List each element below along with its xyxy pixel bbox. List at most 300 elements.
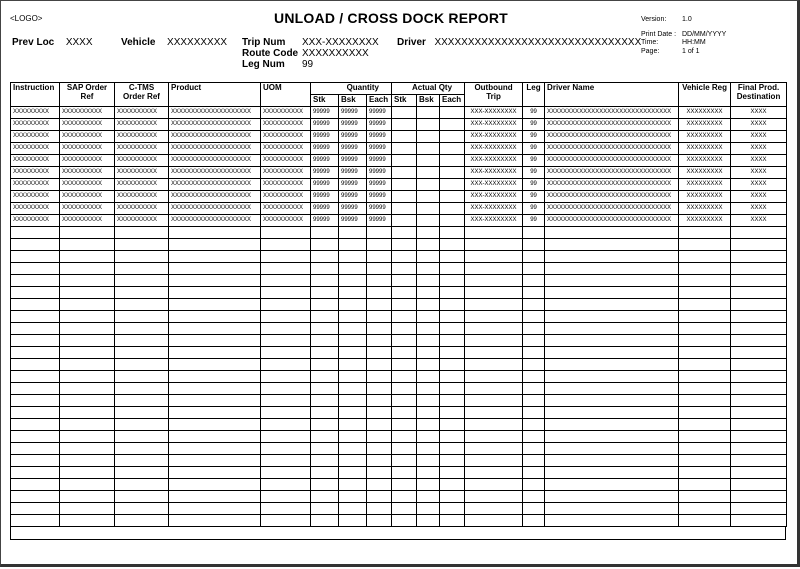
table-cell: 99999: [311, 131, 339, 143]
table-cell: [465, 419, 523, 431]
table-cell: [115, 347, 169, 359]
table-cell: [392, 419, 417, 431]
table-cell: [392, 143, 417, 155]
table-cell: [115, 263, 169, 275]
table-cell: [115, 467, 169, 479]
table-cell: [465, 515, 523, 527]
table-cell: [339, 347, 367, 359]
table-cell: [311, 515, 339, 527]
table-cell: [465, 347, 523, 359]
table-cell: XXXXXXXXX: [11, 119, 60, 131]
table-cell: [115, 371, 169, 383]
table-cell: [679, 491, 731, 503]
table-cell: [60, 287, 115, 299]
table-cell: [261, 275, 311, 287]
table-cell: XXX-XXXXXXXX: [465, 179, 523, 191]
table-cell: XXXX: [731, 131, 787, 143]
time-block: [641, 38, 761, 47]
table-cell: XXXXXXXXX: [11, 131, 60, 143]
table-cell: XXX-XXXXXXXX: [465, 191, 523, 203]
table-cell: [11, 419, 60, 431]
table-cell: [339, 503, 367, 515]
table-cell: [261, 239, 311, 251]
table-cell: 99999: [339, 215, 367, 227]
table-cell: [115, 479, 169, 491]
table-cell: [339, 431, 367, 443]
vehicle-label: Vehicle: [121, 37, 156, 48]
report-title: UNLOAD / CROSS DOCK REPORT: [274, 10, 508, 26]
col-header-final-prod-destination: Final Prod. Destination: [731, 83, 787, 107]
table-cell: [60, 335, 115, 347]
table-cell: XXXXXXXXXXXXXXXXXXXX: [169, 131, 261, 143]
table-cell: 99999: [367, 215, 392, 227]
table-cell: 99: [523, 203, 545, 215]
empty-table-row: [11, 395, 787, 407]
table-cell: 99999: [311, 203, 339, 215]
table-cell: [311, 479, 339, 491]
table-cell: [169, 395, 261, 407]
print-date-value: DD/MM/YYYY: [682, 31, 727, 38]
table-cell: [11, 467, 60, 479]
table-cell: [523, 311, 545, 323]
table-cell: [417, 119, 440, 131]
table-cell: [417, 395, 440, 407]
col-header-qty-stk: Stk: [311, 95, 339, 107]
table-cell: [465, 407, 523, 419]
table-cell: XXXXXXXXXX: [60, 107, 115, 119]
report-table: [10, 82, 787, 527]
table-cell: [261, 299, 311, 311]
table-cell: [392, 443, 417, 455]
table-cell: XXXX: [731, 167, 787, 179]
table-cell: [169, 443, 261, 455]
table-cell: [169, 359, 261, 371]
table-cell: [60, 491, 115, 503]
table-cell: 99999: [339, 107, 367, 119]
table-cell: [60, 479, 115, 491]
table-cell: [367, 479, 392, 491]
table-cell: [115, 443, 169, 455]
table-cell: 99999: [367, 119, 392, 131]
table-cell: [169, 455, 261, 467]
table-cell: [169, 311, 261, 323]
table-cell: [339, 407, 367, 419]
table-cell: [11, 335, 60, 347]
empty-table-row: [11, 383, 787, 395]
table-cell: [679, 287, 731, 299]
table-cell: [417, 299, 440, 311]
table-cell: [169, 419, 261, 431]
table-cell: XXXXXXXXXXXXXXXXXXXX: [169, 167, 261, 179]
table-cell: [339, 467, 367, 479]
table-row: [11, 119, 787, 131]
table-cell: [339, 227, 367, 239]
table-cell: [339, 251, 367, 263]
empty-table-row: [11, 239, 787, 251]
table-cell: XXXXXXXXX: [679, 143, 731, 155]
logo-placeholder: <LOGO>: [10, 14, 43, 23]
prev-loc-label: Prev Loc: [12, 37, 55, 48]
table-cell: XXXX: [731, 203, 787, 215]
table-cell: [731, 443, 787, 455]
table-cell: XXXXXXXXXX: [115, 131, 169, 143]
table-cell: [545, 407, 679, 419]
table-cell: [169, 287, 261, 299]
table-cell: [311, 503, 339, 515]
table-cell: XXXXXXXXXX: [60, 131, 115, 143]
table-cell: 99999: [367, 191, 392, 203]
table-cell: [679, 311, 731, 323]
table-cell: [545, 419, 679, 431]
table-cell: 99: [523, 215, 545, 227]
table-cell: [339, 275, 367, 287]
table-cell: [392, 119, 417, 131]
table-cell: [465, 299, 523, 311]
table-cell: XXXXXXXXXX: [115, 203, 169, 215]
table-cell: XXXXXXXXX: [11, 107, 60, 119]
table-row: [11, 143, 787, 155]
table-cell: [367, 359, 392, 371]
table-cell: [465, 359, 523, 371]
table-cell: [523, 443, 545, 455]
table-cell: XXXXXXXXXXXXXXXXXXXXXXXXXXXXXXX: [545, 155, 679, 167]
table-cell: [731, 467, 787, 479]
table-cell: XXXXXXXXX: [679, 107, 731, 119]
table-cell: [731, 239, 787, 251]
table-cell: [115, 515, 169, 527]
table-cell: [169, 431, 261, 443]
table-cell: XXXXXXXXXXXXXXXXXXXXXXXXXXXXXXX: [545, 143, 679, 155]
table-cell: [523, 371, 545, 383]
table-cell: XXXXXXXXXX: [115, 119, 169, 131]
table-cell: [11, 383, 60, 395]
table-cell: [679, 239, 731, 251]
table-cell: XXXXXXXXXX: [261, 167, 311, 179]
table-cell: [367, 239, 392, 251]
table-cell: [367, 383, 392, 395]
table-cell: 99999: [367, 107, 392, 119]
table-cell: [523, 275, 545, 287]
table-cell: [339, 419, 367, 431]
table-cell: [392, 263, 417, 275]
table-cell: [440, 503, 465, 515]
table-cell: [367, 407, 392, 419]
table-cell: XXX-XXXXXXXX: [465, 167, 523, 179]
table-cell: [523, 455, 545, 467]
table-cell: XXXX: [731, 191, 787, 203]
table-cell: [261, 515, 311, 527]
table-cell: [465, 323, 523, 335]
table-cell: [417, 131, 440, 143]
table-cell: [60, 503, 115, 515]
table-cell: [731, 347, 787, 359]
table-cell: [367, 299, 392, 311]
table-cell: [11, 311, 60, 323]
table-cell: [392, 395, 417, 407]
table-cell: [169, 383, 261, 395]
table-cell: [465, 479, 523, 491]
table-header-row: [11, 83, 787, 95]
table-cell: [679, 395, 731, 407]
table-cell: [169, 515, 261, 527]
table-cell: [339, 515, 367, 527]
table-cell: [115, 311, 169, 323]
table-cell: [115, 503, 169, 515]
empty-table-row: [11, 275, 787, 287]
col-header-sap-order-ref: SAP Order Ref: [60, 83, 115, 107]
table-cell: [523, 515, 545, 527]
table-cell: [311, 371, 339, 383]
table-cell: [311, 263, 339, 275]
table-cell: [440, 251, 465, 263]
table-cell: XXXX: [731, 215, 787, 227]
table-cell: [417, 191, 440, 203]
table-cell: [367, 311, 392, 323]
table-cell: [261, 503, 311, 515]
col-header-leg: Leg: [523, 83, 545, 107]
table-cell: [440, 107, 465, 119]
table-cell: [339, 479, 367, 491]
table-row: [11, 191, 787, 203]
table-cell: [417, 515, 440, 527]
table-cell: [11, 359, 60, 371]
table-cell: [679, 419, 731, 431]
col-header-actual-qty: Actual Qty: [392, 83, 465, 95]
table-cell: [731, 395, 787, 407]
table-cell: [392, 131, 417, 143]
table-cell: XXXXXXXXX: [11, 179, 60, 191]
table-cell: [60, 263, 115, 275]
table-cell: [261, 455, 311, 467]
table-cell: [440, 383, 465, 395]
table-cell: [339, 395, 367, 407]
table-cell: [367, 515, 392, 527]
col-header-qty-each: Each: [367, 95, 392, 107]
table-cell: [731, 227, 787, 239]
table-cell: [367, 251, 392, 263]
table-cell: XXXXXXXXXX: [115, 215, 169, 227]
table-cell: [392, 503, 417, 515]
col-header-uom: UOM: [261, 83, 311, 107]
table-cell: [60, 407, 115, 419]
table-cell: [465, 395, 523, 407]
table-cell: XXXXXXXXXX: [115, 155, 169, 167]
table-cell: [417, 335, 440, 347]
page-block: [641, 47, 761, 56]
table-cell: [261, 443, 311, 455]
table-cell: 99999: [367, 155, 392, 167]
table-cell: [60, 239, 115, 251]
table-cell: [523, 383, 545, 395]
table-cell: XXXX: [731, 119, 787, 131]
table-cell: [60, 275, 115, 287]
table-cell: [392, 491, 417, 503]
table-cell: [392, 251, 417, 263]
table-cell: [261, 227, 311, 239]
table-cell: [731, 311, 787, 323]
table-cell: XXXXXXXXXX: [115, 179, 169, 191]
table-cell: XXXXXXXXX: [679, 119, 731, 131]
table-cell: [731, 383, 787, 395]
table-cell: [11, 407, 60, 419]
table-cell: [731, 275, 787, 287]
table-cell: [545, 347, 679, 359]
table-cell: [679, 383, 731, 395]
table-cell: [545, 515, 679, 527]
table-cell: [169, 227, 261, 239]
table-cell: [115, 275, 169, 287]
table-cell: [545, 443, 679, 455]
table-cell: [523, 419, 545, 431]
table-cell: [440, 299, 465, 311]
table-cell: [440, 167, 465, 179]
table-cell: 99999: [339, 131, 367, 143]
table-cell: XXXX: [731, 155, 787, 167]
table-cell: [417, 251, 440, 263]
empty-table-row: [11, 227, 787, 239]
table-cell: [417, 491, 440, 503]
table-cell: [392, 179, 417, 191]
table-cell: [392, 203, 417, 215]
table-cell: [11, 239, 60, 251]
table-cell: [311, 359, 339, 371]
table-cell: [339, 287, 367, 299]
table-cell: [339, 383, 367, 395]
table-cell: XXX-XXXXXXXX: [465, 107, 523, 119]
table-cell: [169, 263, 261, 275]
table-cell: [367, 491, 392, 503]
empty-table-row: [11, 491, 787, 503]
table-cell: [545, 431, 679, 443]
trip-num-label: Trip Num: [242, 37, 286, 48]
table-cell: [392, 239, 417, 251]
table-cell: [465, 431, 523, 443]
route-code-field: [242, 48, 369, 59]
table-cell: [465, 383, 523, 395]
table-cell: [440, 467, 465, 479]
table-cell: [261, 359, 311, 371]
table-cell: XXXXXXXXXX: [60, 203, 115, 215]
table-cell: [261, 479, 311, 491]
table-cell: XXXXXXXXX: [11, 155, 60, 167]
table-cell: [731, 371, 787, 383]
table-cell: [523, 287, 545, 299]
table-cell: XXXXXXXXXX: [60, 179, 115, 191]
table-cell: [261, 419, 311, 431]
table-cell: [679, 515, 731, 527]
table-cell: [440, 347, 465, 359]
table-cell: [545, 359, 679, 371]
table-cell: XXXXXXXXXX: [115, 143, 169, 155]
table-cell: [115, 299, 169, 311]
table-cell: [679, 251, 731, 263]
table-cell: [11, 323, 60, 335]
table-cell: XXXXXXXXXXXXXXXXXXXX: [169, 179, 261, 191]
table-cell: [731, 491, 787, 503]
table-cell: [392, 299, 417, 311]
table-cell: [465, 275, 523, 287]
table-cell: XXXXXXXXX: [679, 215, 731, 227]
col-header-ctms-order-ref: C-TMS Order Ref: [115, 83, 169, 107]
empty-table-row: [11, 323, 787, 335]
table-cell: [115, 335, 169, 347]
table-cell: [545, 335, 679, 347]
table-cell: [545, 287, 679, 299]
table-cell: [731, 515, 787, 527]
empty-table-row: [11, 335, 787, 347]
table-row: [11, 131, 787, 143]
table-cell: [261, 347, 311, 359]
table-cell: [417, 431, 440, 443]
report-grid: [10, 82, 786, 540]
table-cell: XXXXXXXXX: [679, 191, 731, 203]
table-cell: [731, 407, 787, 419]
table-cell: [60, 323, 115, 335]
table-cell: [679, 299, 731, 311]
table-cell: XXXXXXXXXXXXXXXXXXXXXXXXXXXXXXX: [545, 119, 679, 131]
table-cell: [60, 443, 115, 455]
table-cell: XXXXXXXXX: [679, 179, 731, 191]
table-cell: [731, 323, 787, 335]
table-cell: [465, 227, 523, 239]
table-cell: [523, 395, 545, 407]
table-cell: XXXXXXXXXX: [115, 167, 169, 179]
table-cell: 99: [523, 179, 545, 191]
table-cell: XXXXXXXXXX: [60, 191, 115, 203]
table-cell: [311, 407, 339, 419]
table-cell: 99: [523, 107, 545, 119]
table-cell: [440, 311, 465, 323]
table-cell: XXXXXXXXXX: [261, 131, 311, 143]
table-cell: [731, 479, 787, 491]
table-cell: [169, 251, 261, 263]
table-cell: [392, 191, 417, 203]
table-cell: [440, 323, 465, 335]
table-cell: [311, 455, 339, 467]
route-code-label: Route Code: [242, 48, 299, 59]
table-cell: [440, 119, 465, 131]
table-cell: XXX-XXXXXXXX: [465, 203, 523, 215]
table-cell: [679, 275, 731, 287]
table-cell: [679, 503, 731, 515]
table-cell: [679, 455, 731, 467]
table-cell: [731, 455, 787, 467]
table-row: [11, 203, 787, 215]
table-cell: [545, 323, 679, 335]
table-cell: XXXXXXXXXX: [60, 167, 115, 179]
table-cell: [367, 503, 392, 515]
table-cell: [261, 335, 311, 347]
table-cell: XXXXXXXXXX: [261, 143, 311, 155]
table-cell: [392, 479, 417, 491]
table-cell: [339, 323, 367, 335]
table-cell: XXXXXXXXX: [679, 131, 731, 143]
table-cell: 99999: [339, 143, 367, 155]
table-cell: [392, 167, 417, 179]
table-cell: [440, 479, 465, 491]
table-cell: [11, 347, 60, 359]
leg-num-value: 99: [302, 59, 314, 70]
table-cell: [169, 275, 261, 287]
col-header-vehicle-reg: Vehicle Reg: [679, 83, 731, 107]
table-cell: 99999: [311, 119, 339, 131]
table-cell: [311, 251, 339, 263]
table-cell: [679, 227, 731, 239]
table-cell: XXXXXXXXX: [11, 191, 60, 203]
table-cell: [440, 155, 465, 167]
table-cell: XXX-XXXXXXXX: [465, 215, 523, 227]
table-cell: [392, 467, 417, 479]
